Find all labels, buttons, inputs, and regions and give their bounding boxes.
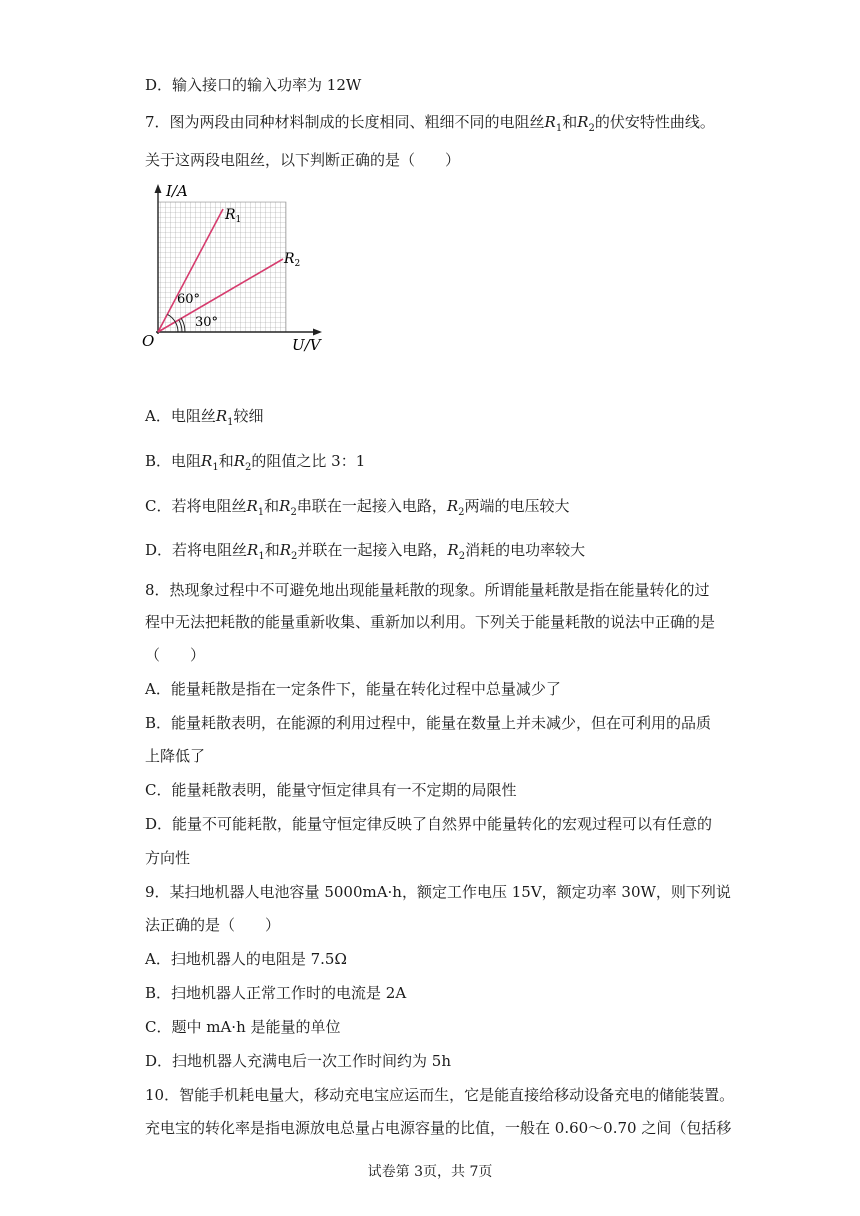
angle-label-30: 30° xyxy=(195,315,219,330)
r1-figure-letter: R xyxy=(225,207,236,223)
r1-letter: R xyxy=(215,407,228,425)
r2-sub: 2 xyxy=(588,123,595,134)
q10-stem-line2: 充电宝的转化率是指电源放电总量占电源容量的比值，一般在 0.60～0.70 之间（包括移 xyxy=(145,1119,732,1137)
origin-label: O xyxy=(142,332,155,350)
q7-stem-and: 和 xyxy=(562,113,578,131)
q9-option-b: B．扫地机器人正常工作时的电流是 2A xyxy=(145,984,407,1002)
q8-option-c: C．能量耗散表明，能量守恒定律具有一不定期的局限性 xyxy=(145,781,517,799)
r2-letter: R xyxy=(447,541,459,559)
r1-symbol xyxy=(201,452,219,473)
r2-figure-sub: 2 xyxy=(294,259,301,269)
r2-letter: R xyxy=(279,497,291,515)
q8-stem-line3: （ ） xyxy=(145,646,206,664)
q8-option-d-line2: 方向性 xyxy=(145,849,191,867)
r1-sub: 1 xyxy=(212,462,219,473)
r2-symbol xyxy=(279,541,298,562)
q7c-mid: 串联在一起接入电路， xyxy=(296,497,447,515)
q7b-post: 的阻值之比 3：1 xyxy=(251,452,366,470)
r1-sub: 1 xyxy=(258,551,265,562)
r2-letter: R xyxy=(279,541,292,559)
q8-option-d-line1: D．能量不可能耗散，能量守恒定律反映了自然界中能量转化的宏观过程可以有任意的 xyxy=(145,815,713,833)
q7-option-c xyxy=(145,496,570,523)
r1-figure-sub: 1 xyxy=(235,215,242,225)
q7-stem-text-a: 7．图为两段由同种材料制成的长度相同、粗细不同的电阻丝 xyxy=(145,113,545,131)
q7a-post: 较细 xyxy=(233,407,264,425)
x-axis-arrow xyxy=(313,329,322,336)
q9-option-d: D．扫地机器人充满电后一次工作时间约为 5h xyxy=(145,1052,452,1070)
r2-sub: 2 xyxy=(245,462,252,473)
r2-symbol xyxy=(446,497,465,518)
q7-option-b xyxy=(145,451,365,478)
q8-stem-line1: 8．热现象过程中不可避免地出现能量耗散的现象。所谓能量耗散是指在能量转化的过 xyxy=(145,581,710,599)
q7c-and: 和 xyxy=(264,497,280,515)
r1-letter: R xyxy=(201,452,213,470)
grid-area xyxy=(158,202,286,332)
q7c-post: 两端的电压较大 xyxy=(464,497,570,515)
q7d-post: 消耗的电功率较大 xyxy=(465,541,586,559)
r1-letter: R xyxy=(544,113,556,131)
r1-symbol xyxy=(215,407,234,428)
r2-letter: R xyxy=(233,452,246,470)
q7a-pre: A．电阻丝 xyxy=(145,407,216,425)
r1-letter: R xyxy=(246,497,258,515)
q7-option-d xyxy=(145,540,585,567)
q7d-mid: 并联在一起接入电路， xyxy=(297,541,448,559)
y-axis-arrow xyxy=(155,184,162,193)
q8-option-a: A．能量耗散是指在一定条件下，能量在转化过程中总量减少了 xyxy=(145,680,561,698)
angle-label-60: 60° xyxy=(177,292,201,307)
r2-symbol xyxy=(447,541,466,562)
r2-letter: R xyxy=(446,497,459,515)
q7-stem-line1 xyxy=(145,112,715,139)
r1-sub: 1 xyxy=(257,507,265,518)
q7-stem-line2: 关于这两段电阻丝，以下判断正确的是（ ） xyxy=(145,151,461,169)
r1-letter: R xyxy=(247,541,259,559)
q8-stem-line2: 程中无法把耗散的能量重新收集、重新加以利用。下列关于能量耗散的说法中正确的是 xyxy=(145,613,716,631)
r2-symbol xyxy=(233,452,252,473)
q7b-and: 和 xyxy=(218,452,234,470)
q7c-pre: C．若将电阻丝 xyxy=(145,497,247,515)
r1-symbol xyxy=(544,113,563,134)
q9-option-a: A．扫地机器人的电阻是 7.5Ω xyxy=(145,950,347,968)
q8-option-b-line2: 上降低了 xyxy=(145,747,206,765)
r1-symbol xyxy=(246,497,265,518)
iv-characteristic-figure xyxy=(140,182,340,354)
q9-stem-line2: 法正确的是（ ） xyxy=(145,916,281,934)
r2-figure-letter: R xyxy=(284,251,295,267)
r2-sub: 2 xyxy=(458,551,466,562)
r2-sub: 2 xyxy=(290,507,297,518)
q7d-pre: D．若将电阻丝 xyxy=(145,541,248,559)
r1-sub: 1 xyxy=(555,123,563,134)
q10-stem-line1: 10．智能手机耗电量大，移动充电宝应运而生，它是能直接给移动设备充电的储能装置。 xyxy=(145,1086,735,1104)
r2-figure-label xyxy=(283,251,300,269)
q7-option-a xyxy=(145,406,264,433)
q9-stem-line1: 9．某扫地机器人电池容量 5000mA·h，额定工作电压 15V，额定功率 30W，则下列说 xyxy=(145,883,731,901)
q6-option-d: D．输入接口的输入功率为 12W xyxy=(145,76,362,94)
y-axis-label: I/A xyxy=(166,182,188,200)
r2-sub: 2 xyxy=(291,551,298,562)
q7b-pre: B．电阻 xyxy=(145,452,202,470)
page-footer: 试卷第 3页，共 7页 xyxy=(367,1164,493,1180)
r2-sub: 2 xyxy=(458,507,465,518)
r2-letter: R xyxy=(577,113,589,131)
r2-symbol xyxy=(279,497,297,518)
x-axis-label: U/V xyxy=(292,336,321,354)
r1-symbol xyxy=(247,541,265,562)
q9-option-c: C．题中 mA·h 是能量的单位 xyxy=(145,1018,341,1036)
q7d-and: 和 xyxy=(264,541,280,559)
q7-stem-text-b: 的伏安特性曲线。 xyxy=(594,113,715,131)
q8-option-b-line1: B．能量耗散表明，在能源的利用过程中，能量在数量上并未减少，但在可利用的品质 xyxy=(145,714,712,732)
r1-sub: 1 xyxy=(227,417,234,428)
r2-symbol xyxy=(577,113,595,134)
